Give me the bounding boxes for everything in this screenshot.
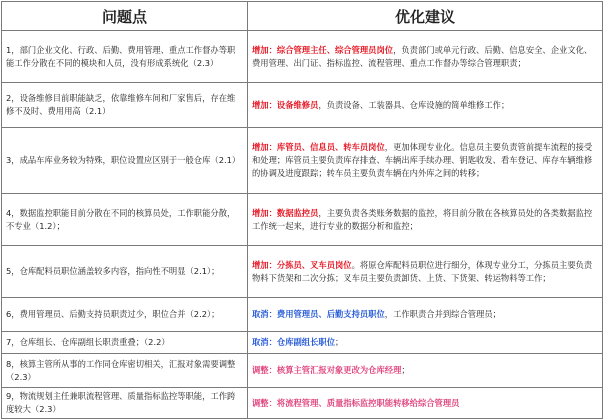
header-problem: 问题点 <box>2 2 248 31</box>
table-row <box>2 388 603 419</box>
suggestion-highlight: 分拣员、叉车员岗位 <box>276 259 352 270</box>
suggestion-text: ，工作职责合并到综合管理员； <box>384 309 501 319</box>
problem-cell: 6，费用管理员、后勤支持员职责过少，职位合并（2.2）； <box>2 298 248 332</box>
problem-cell: 5，仓库配料员职位涵盖较多内容，指向性不明显（2.1）； <box>2 246 248 298</box>
suggestion-cell <box>248 194 603 246</box>
suggestion-highlight: 库管员、信息员、转车员岗位 <box>276 142 385 152</box>
suggestion-text: ，主要负责各类账务数据的监控，将目前分散在各核算员处的各类数据监控工作统一起来，进行专业的数据分析和监控； <box>252 207 593 231</box>
problem-cell: 8，核算主管所从事的工作同仓库密切相关，汇报对象需要调整（2.3） <box>2 354 248 388</box>
table-row <box>2 298 603 332</box>
problem-cell: 9，物流规划主任兼职流程管理、质量指标监控等职能，工作跨度较大（2.3） <box>2 388 248 419</box>
problem-cell: 3，成品车库业务较为特殊，职位设置应区别于一般仓库（2.1） <box>2 128 248 194</box>
suggestion-cell <box>248 298 603 332</box>
suggestion-cell <box>248 128 603 194</box>
suggestion-highlight: 核算主管汇报对象更改为仓库经理 <box>276 365 402 375</box>
suggestion-highlight: 数据监控员 <box>276 207 319 218</box>
table-row <box>2 194 603 246</box>
suggestion-cell <box>248 83 603 128</box>
suggestion-text: ，更加体现专业化。信息员主要负责管前提车流程的接受和处理；库管员主要负责库存排查、车辆出库手续办理、钥匙收发、看车登记、库存车辆维修的协调及进度跟踪；转车员主要负责车辆在内外库之间的转移； <box>252 142 593 178</box>
suggestion-highlight: 设备维修员 <box>276 99 319 110</box>
suggestion-prefix: 增加： <box>252 207 277 218</box>
table-row <box>2 354 603 388</box>
suggestion-highlight: 综合管理主任、综合管理员岗位 <box>276 44 394 55</box>
suggestion-prefix: 增加： <box>252 259 277 270</box>
optimization-table <box>1 1 603 419</box>
table-row <box>2 332 603 354</box>
suggestion-prefix: 调整： <box>252 365 277 375</box>
suggestion-highlight: 仓库副组长职位 <box>276 337 335 347</box>
suggestion-prefix: 取消： <box>252 337 277 347</box>
suggestion-text: 。将原仓库配料员职位进行细分，体现专业分工，分拣员主要负责物料下货架和二次分拣；叉车员主要负责卸货、上货、下货架、转运物料等工作； <box>252 259 593 283</box>
suggestion-text: ； <box>335 337 344 347</box>
suggestion-cell <box>248 246 603 298</box>
problem-cell: 7，仓库组长、仓库副组长职责重叠；（2.2） <box>2 332 248 354</box>
suggestion-cell <box>248 31 603 83</box>
problem-cell: 1，部门企业文化、行政、后勤、费用管理、重点工作督办等职能工作分散在不同的模块和人员，没有形成系统化（2.3） <box>2 31 248 83</box>
suggestion-prefix: 增加： <box>252 99 277 110</box>
suggestion-cell <box>248 332 603 354</box>
suggestion-prefix: 增加： <box>252 142 277 152</box>
suggestion-highlight: 费用管理员、后勤支持员职位 <box>276 309 385 319</box>
suggestion-cell <box>248 354 603 388</box>
suggestion-prefix: 调整： <box>252 397 277 408</box>
problem-cell: 2，设备维修目前职能缺乏，依靠维修车间和厂家售后，存在维修不及时、费用用高（2.1） <box>2 83 248 128</box>
header-suggestion: 优化建议 <box>248 2 603 31</box>
table-row <box>2 128 603 194</box>
table-header-row <box>2 2 603 31</box>
suggestion-highlight: 将流程管理、质量指标监控职能转移给综合管理员 <box>276 397 460 408</box>
suggestion-prefix: 取消： <box>252 309 277 319</box>
suggestion-text: ，负责部门或单元行政、后勤、信息安全、企业文化、费用管理、出门证、指标监控、流程管理、重点工作督办等综合管理职责； <box>252 44 593 68</box>
suggestion-text: ； <box>401 365 410 375</box>
table-row <box>2 83 603 128</box>
problem-cell: 4，数据监控职能目前分散在不同的核算员处，工作职能分散，不专业（1.2）； <box>2 194 248 246</box>
suggestion-text: ，负责设备、工装器具、仓库设施的简单维修工作； <box>318 99 510 110</box>
suggestion-prefix: 增加： <box>252 44 277 55</box>
table-row <box>2 31 603 83</box>
suggestion-cell <box>248 388 603 419</box>
table-row <box>2 246 603 298</box>
